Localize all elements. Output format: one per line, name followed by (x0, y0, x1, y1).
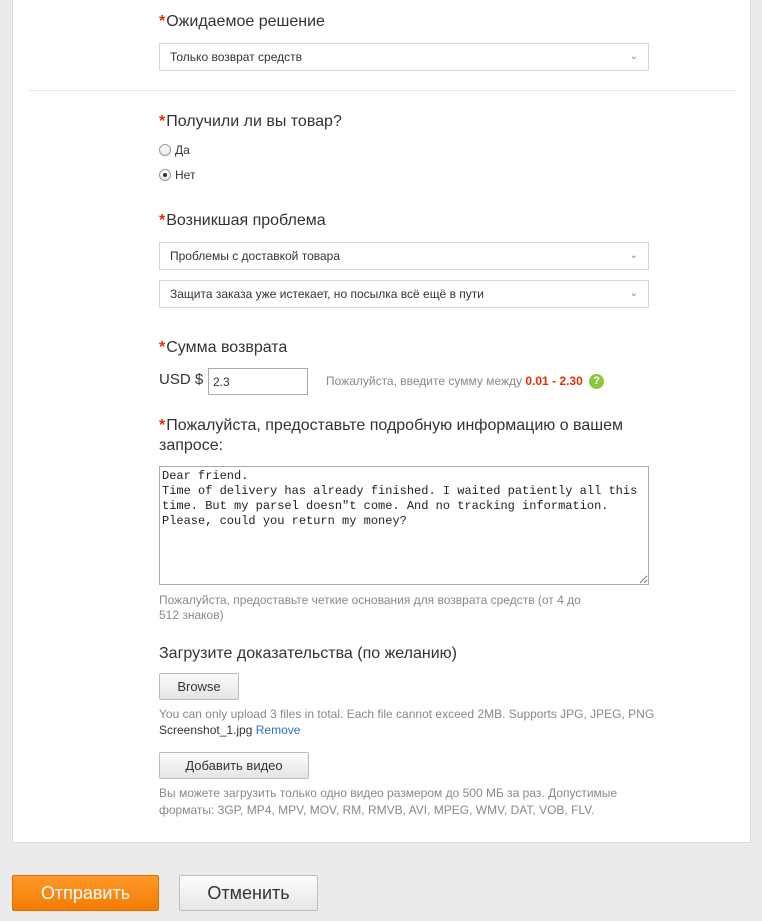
radio-option-yes[interactable] (159, 143, 190, 157)
help-icon[interactable]: ? (589, 374, 604, 389)
problem-secondary-value: Защита заказа уже истекает, но посылка всё ещё в пути (170, 287, 484, 301)
add-video-button[interactable]: Добавить видео (159, 752, 309, 779)
currency-label: USD $ (159, 371, 204, 388)
submit-button[interactable]: Отправить (12, 875, 159, 911)
radio-label-no: Нет (175, 168, 196, 182)
browse-button[interactable]: Browse (159, 673, 239, 700)
details-textarea[interactable] (159, 466, 649, 585)
details-label: *Пожалуйста, предоставьте подробную информацию о вашем (159, 417, 623, 434)
video-hint-line2: форматы: 3GP, MP4, MPV, MOV, RM, RMVB, AVI, MPEG, WMV, DAT, VOB, FLV. (159, 803, 595, 817)
expected-solution-label: *Ожидаемое решение (159, 13, 325, 30)
uploaded-file-row (159, 723, 300, 737)
refund-range: 0.01 - 2.30 (525, 374, 583, 388)
problem-primary-value: Проблемы с доставкой товара (170, 249, 341, 263)
expected-solution-value: Только возврат средств (170, 50, 302, 64)
required-star: * (159, 113, 166, 130)
remove-file-link[interactable]: Remove (255, 723, 301, 737)
required-star: * (159, 212, 166, 229)
video-hint-line1: Вы можете загрузить только одно видео размером до 500 МБ за раз. Допустимые (159, 786, 618, 800)
required-star: * (159, 13, 166, 30)
details-label-line2: запросе: (159, 437, 224, 454)
cancel-button[interactable]: Отменить (179, 875, 318, 911)
required-star: * (159, 417, 166, 434)
radio-option-no[interactable] (159, 168, 195, 182)
radio-button-no[interactable] (159, 169, 171, 181)
problem-label: *Возникшая проблема (159, 212, 326, 229)
upload-hint: You can only upload 3 files in total. Each file cannot exceed 2MB. Supports JPG, JPEG, PNG (159, 707, 655, 721)
chevron-down-icon: ⌄ (629, 250, 638, 261)
received-goods-label: *Получили ли вы товар? (159, 113, 342, 130)
expected-solution-select[interactable] (159, 43, 649, 71)
radio-button-yes[interactable] (159, 144, 171, 156)
chevron-down-icon: ⌄ (629, 51, 638, 62)
details-hint-line1: Пожалуйста, предоставьте четкие основания для возврата средств (от 4 до (159, 593, 581, 607)
problem-primary-select[interactable] (159, 242, 649, 270)
refund-amount-label: *Сумма возврата (159, 339, 288, 356)
problem-secondary-select[interactable] (159, 280, 649, 308)
refund-amount-hint: Пожалуйста, введите сумму между 0.01 - 2.30 ? (326, 374, 604, 389)
section-divider (29, 90, 736, 91)
uploaded-file-name: Screenshot_1.jpg (159, 723, 253, 737)
dispute-form-panel (12, 0, 751, 843)
required-star: * (159, 339, 166, 356)
details-hint-line2: 512 знаков) (159, 608, 224, 622)
refund-amount-input[interactable] (208, 368, 308, 395)
evidence-label: Загрузите доказательства (по желанию) (159, 645, 457, 662)
chevron-down-icon: ⌄ (629, 288, 638, 299)
radio-label-yes: Да (175, 143, 190, 157)
